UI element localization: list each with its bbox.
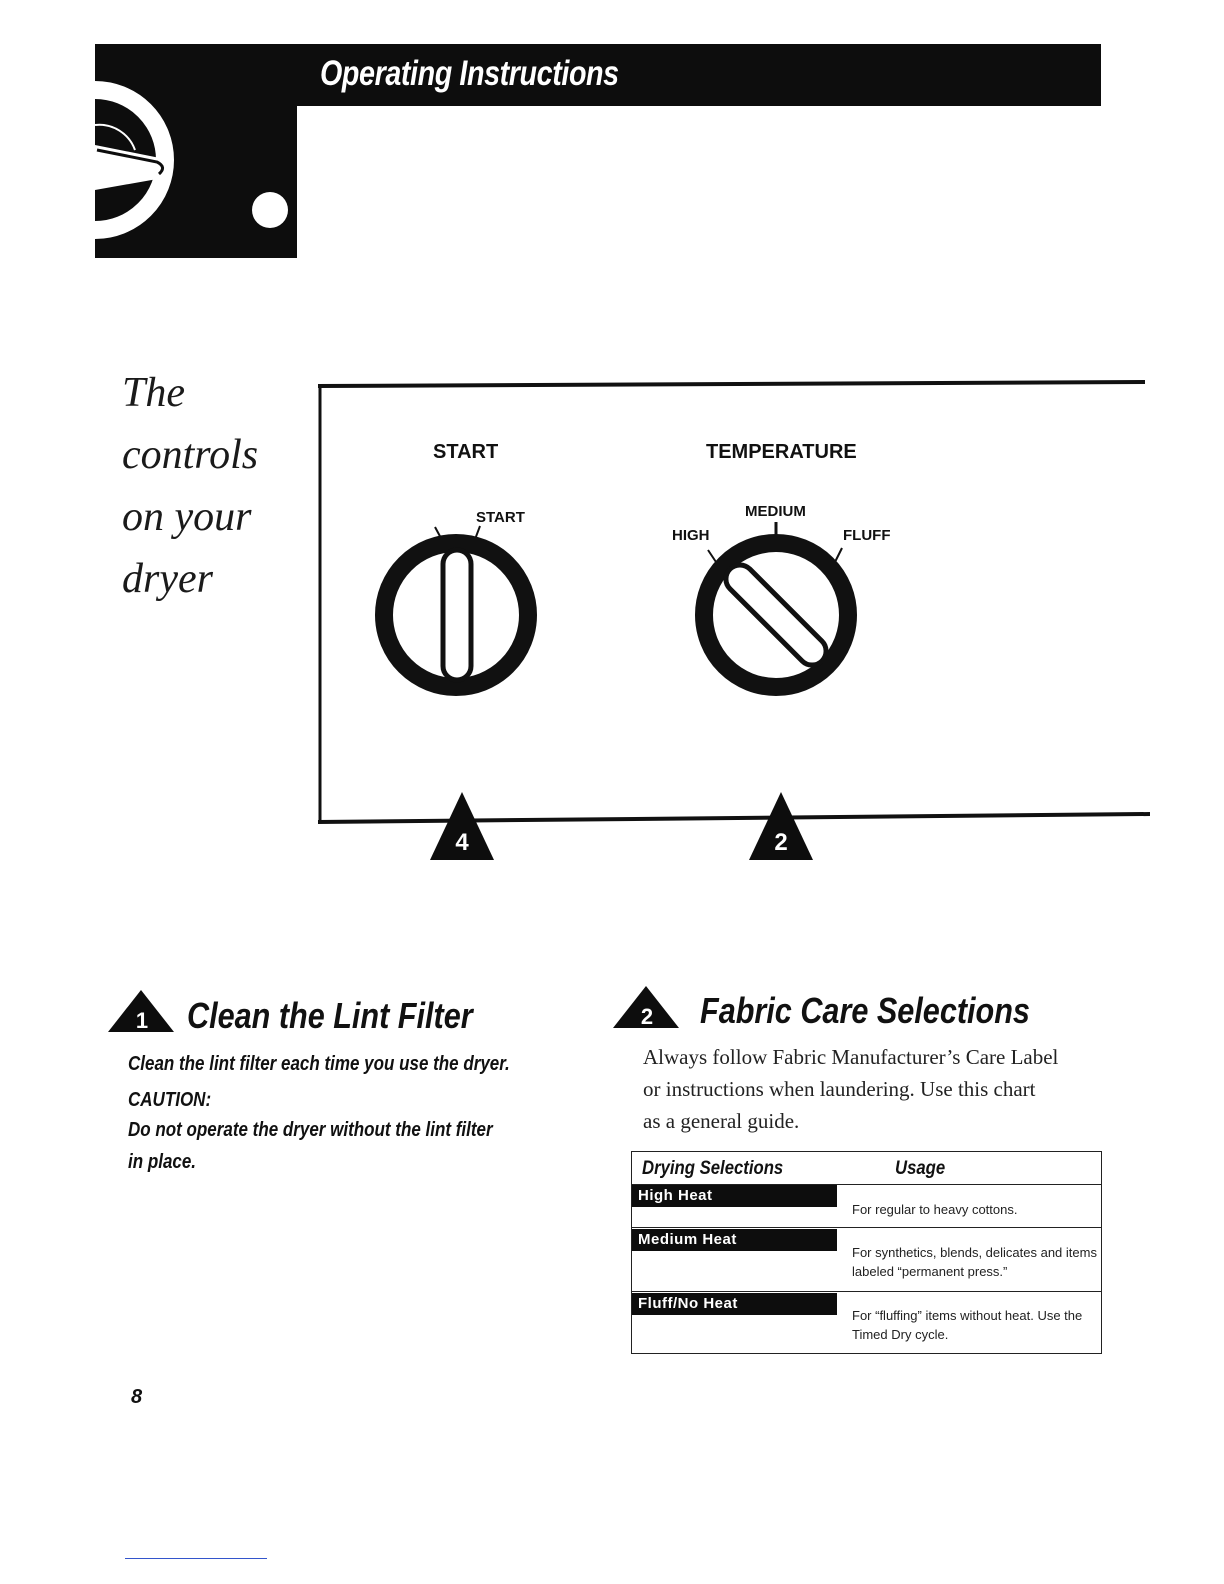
caution-label: CAUTION: xyxy=(128,1089,212,1111)
caution-text: in place. xyxy=(128,1151,197,1173)
page-title: Operating Instructions xyxy=(320,54,619,93)
section1-number: 1 xyxy=(135,1008,149,1033)
usage-cell: For regular to heavy cottons. xyxy=(852,1202,1018,1217)
marker-4-number: 4 xyxy=(455,829,469,856)
footer-rule xyxy=(125,1558,267,1559)
selection-cell: High Heat xyxy=(632,1185,837,1207)
section2-number: 2 xyxy=(640,1004,654,1029)
fabric-intro xyxy=(643,1041,1113,1137)
panel-bottom-edge xyxy=(318,814,1150,822)
table-header xyxy=(632,1152,1101,1185)
selection-cell: Fluff/No Heat xyxy=(632,1293,837,1315)
column-header-selections: Drying Selections xyxy=(642,1158,784,1179)
side-heading-line: controls xyxy=(122,432,259,478)
table-row xyxy=(632,1293,1101,1353)
section2-title: Fabric Care Selections xyxy=(700,990,1030,1031)
start-knob-label: START xyxy=(476,509,525,526)
temperature-knob[interactable] xyxy=(704,522,848,687)
selection-cell: Medium Heat xyxy=(632,1229,837,1251)
table-row xyxy=(632,1229,1101,1292)
fabric-intro-line: Always follow Fabric Manufacturer’s Care Label xyxy=(643,1045,1059,1069)
lint-instruction: Clean the lint filter each time you use the dryer. xyxy=(128,1053,510,1075)
column-header-usage: Usage xyxy=(895,1158,946,1179)
dryer-knob-logo-icon xyxy=(95,70,300,260)
warning-1-icon xyxy=(104,988,178,1034)
control-panel-diagram xyxy=(310,370,1160,870)
start-group-label: START xyxy=(433,441,499,463)
fabric-care-table xyxy=(631,1151,1102,1354)
marker-2-icon xyxy=(749,792,813,860)
fabric-intro-line: as a general guide. xyxy=(643,1109,800,1133)
caution-text: Do not operate the dryer without the lint filter xyxy=(128,1119,493,1141)
fabric-intro-line: or instructions when laundering. Use this chart xyxy=(643,1077,1036,1101)
temperature-group-label: TEMPERATURE xyxy=(706,441,857,463)
page-number: 8 xyxy=(131,1386,143,1408)
temp-fluff-label: FLUFF xyxy=(843,527,891,544)
temp-high-label: HIGH xyxy=(672,527,710,544)
temp-medium-label: MEDIUM xyxy=(745,503,806,520)
table-row xyxy=(632,1185,1101,1228)
warning-2-icon xyxy=(609,984,683,1030)
marker-2-number: 2 xyxy=(774,829,788,856)
side-heading xyxy=(122,362,258,610)
side-heading-line: The xyxy=(122,370,185,416)
start-knob[interactable] xyxy=(384,526,528,687)
section1-title: Clean the Lint Filter xyxy=(187,995,473,1036)
usage-cell: For synthetics, blends, delicates and items labeled “permanent press.” xyxy=(852,1245,1097,1279)
side-heading-line: dryer xyxy=(122,556,213,602)
panel-top-edge xyxy=(318,382,1145,386)
usage-cell: For “fluffing” items without heat. Use the Timed Dry cycle. xyxy=(852,1308,1083,1342)
marker-4-icon xyxy=(430,792,494,860)
side-heading-line: on your xyxy=(122,494,252,540)
